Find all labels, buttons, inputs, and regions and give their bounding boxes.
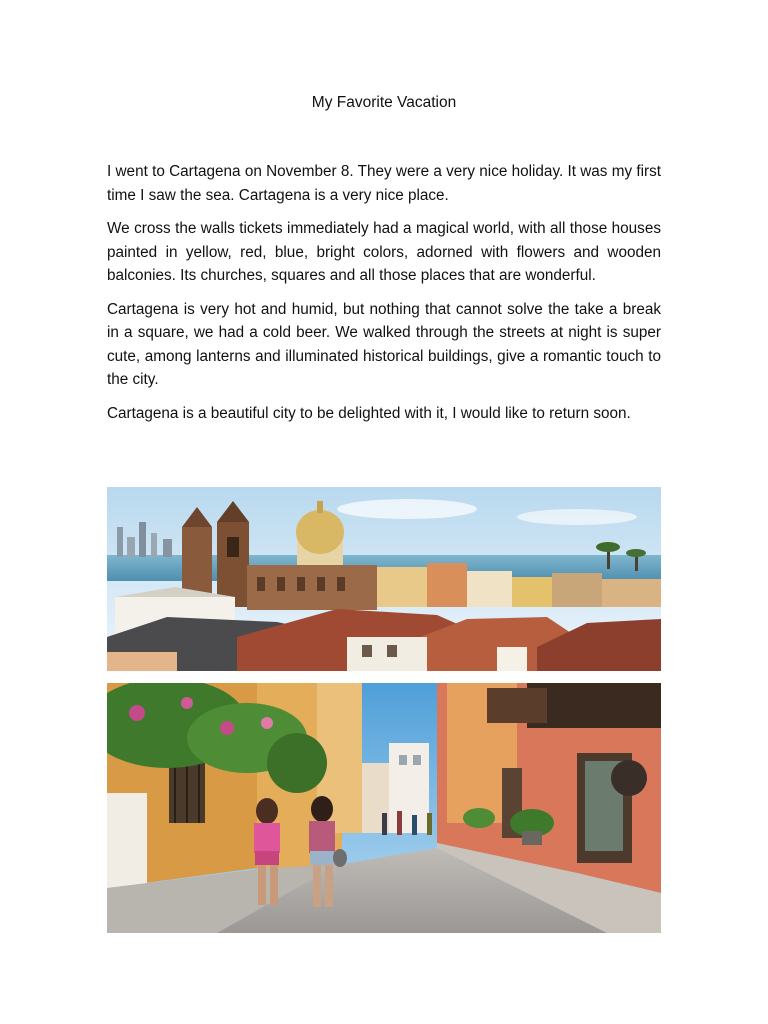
street-photo <box>107 683 661 933</box>
paragraph-4: Cartagena is a beautiful city to be delighted with it, I would like to return soon. <box>107 404 631 422</box>
paragraph-1: I went to Cartagena on November 8. They were a very nice holiday. It was my first time I saw the sea. Cartagena is a very nice place. <box>107 163 661 204</box>
document-body <box>107 160 661 435</box>
paragraph-3: Cartagena is very hot and humid, but nothing that cannot solve the take a break in a square, we had a cold beer. We walked through the streets at night is super cute, among lanterns and illuminated historical buildings, give a romantic touch to the city. <box>107 300 661 388</box>
paragraph-2: We cross the walls tickets immediately had a magical world, with all those houses painted in yellow, red, blue, bright colors, adorned with flowers and wooden balconies. Its churches, squares and all those places that are wonderful. <box>107 220 661 284</box>
street-illustration <box>107 683 661 933</box>
document-title: My Favorite Vacation <box>311 94 457 111</box>
cityscape-illustration <box>107 487 661 671</box>
cityscape-photo <box>107 487 661 671</box>
